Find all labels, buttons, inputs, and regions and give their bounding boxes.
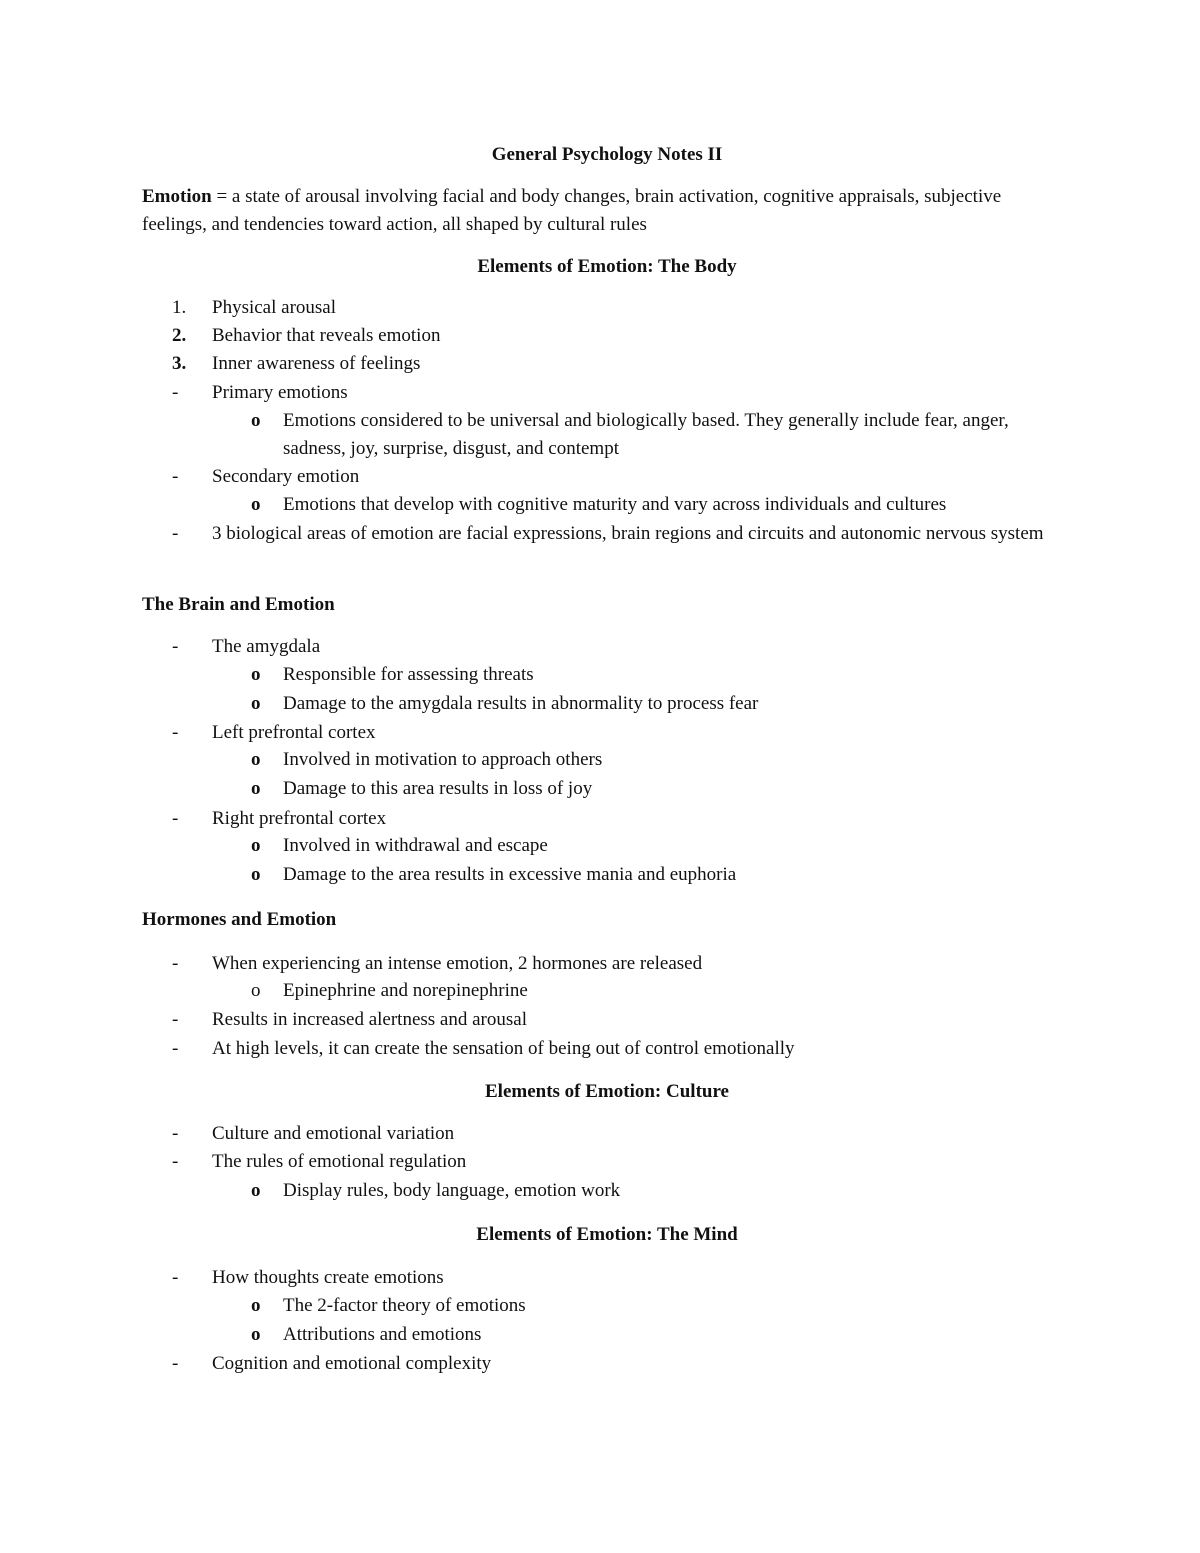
sub-list-item-text: Involved in withdrawal and escape — [283, 835, 548, 856]
sub-bullet: o — [251, 749, 261, 770]
sub-list-item-text: Emotions that develop with cognitive maturity and vary across individuals and cultures — [283, 494, 947, 515]
dash-bullet: - — [172, 808, 179, 829]
dash-bullet: - — [172, 1151, 179, 1172]
sub-list-item-text: Responsible for assessing threats — [283, 664, 534, 685]
sub-bullet: o — [251, 1295, 261, 1316]
sub-bullet: o — [251, 693, 261, 714]
sub-bullet: o — [251, 1324, 261, 1345]
document-title: General Psychology Notes II — [491, 144, 723, 165]
dash-bullet: - — [172, 382, 179, 403]
list-item-text: When experiencing an intense emotion, 2 hormones are released — [212, 953, 703, 974]
sub-list-item-text: Emotions considered to be universal and biologically based. They generally include fear, anger, sadness, joy, surprise, disgust, and contempt — [283, 410, 1009, 459]
list-item-text: Right prefrontal cortex — [212, 808, 387, 829]
dash-bullet: - — [172, 953, 179, 974]
list-item-text: Primary emotions — [212, 382, 348, 403]
sub-bullet: o — [251, 778, 261, 799]
sub-bullet: o — [251, 835, 261, 856]
sub-list-item-text: Epinephrine and norepinephrine — [283, 980, 528, 1001]
dash-bullet: - — [172, 1353, 179, 1374]
dash-bullet: - — [172, 722, 179, 743]
list-number: 3. — [172, 353, 187, 374]
sub-bullet: o — [251, 1180, 261, 1201]
sub-bullet: o — [251, 494, 261, 515]
section-heading-mind: Elements of Emotion: The Mind — [476, 1224, 738, 1245]
list-item-text: The amygdala — [212, 636, 321, 657]
sub-list-item-text: Involved in motivation to approach others — [283, 749, 603, 770]
sub-list-item-text: The 2-factor theory of emotions — [283, 1295, 526, 1316]
list-item-text: 3 biological areas of emotion are facial expressions, brain regions and circuits and autonomic nervous system — [212, 523, 1044, 544]
sub-list-item-text: Damage to the area results in excessive mania and euphoria — [283, 864, 737, 885]
sub-bullet: o — [251, 664, 261, 685]
definition-text: = a state of arousal involving facial and body changes, brain activation, cognitive appraisals, subjective feelings, and tendencies toward action, all shaped by cultural rules — [142, 186, 1002, 235]
sub-list-item-text: Attributions and emotions — [283, 1324, 482, 1345]
dash-bullet: - — [172, 523, 179, 544]
list-item-text: Culture and emotional variation — [212, 1123, 455, 1144]
sub-bullet: o — [251, 864, 261, 885]
sub-list-item-text: Display rules, body language, emotion work — [283, 1180, 621, 1201]
dash-bullet: - — [172, 1009, 179, 1030]
list-number: 1. — [172, 297, 187, 318]
section-heading-brain: The Brain and Emotion — [142, 594, 335, 615]
list-item-text: Physical arousal — [212, 297, 337, 318]
list-item-text: How thoughts create emotions — [212, 1267, 444, 1288]
dash-bullet: - — [172, 1123, 179, 1144]
document-page — [142, 0, 1072, 1553]
dash-bullet: - — [172, 1038, 179, 1059]
list-item-text: Behavior that reveals emotion — [212, 325, 441, 346]
section-heading-culture: Elements of Emotion: Culture — [485, 1081, 729, 1102]
section-heading-body: Elements of Emotion: The Body — [477, 256, 737, 277]
list-item-text: Results in increased alertness and arousal — [212, 1009, 527, 1030]
list-number: 2. — [172, 325, 187, 346]
dash-bullet: - — [172, 466, 179, 487]
sub-list-item-text: Damage to the amygdala results in abnormality to process fear — [283, 693, 759, 714]
list-item-text: The rules of emotional regulation — [212, 1151, 467, 1172]
definition-term: Emotion — [142, 186, 212, 207]
list-item-text: Secondary emotion — [212, 466, 360, 487]
sub-bullet: o — [251, 980, 261, 1001]
dash-bullet: - — [172, 1267, 179, 1288]
list-item-text: Left prefrontal cortex — [212, 722, 376, 743]
emotion-definition — [142, 183, 1062, 239]
sub-bullet: o — [251, 410, 261, 431]
list-item-text: Inner awareness of feelings — [212, 353, 421, 374]
list-item-text: Cognition and emotional complexity — [212, 1353, 492, 1374]
dash-bullet: - — [172, 636, 179, 657]
section-heading-hormones: Hormones and Emotion — [142, 909, 337, 930]
list-item-text: At high levels, it can create the sensation of being out of control emotionally — [212, 1038, 795, 1059]
sub-list-item-text: Damage to this area results in loss of joy — [283, 778, 593, 799]
